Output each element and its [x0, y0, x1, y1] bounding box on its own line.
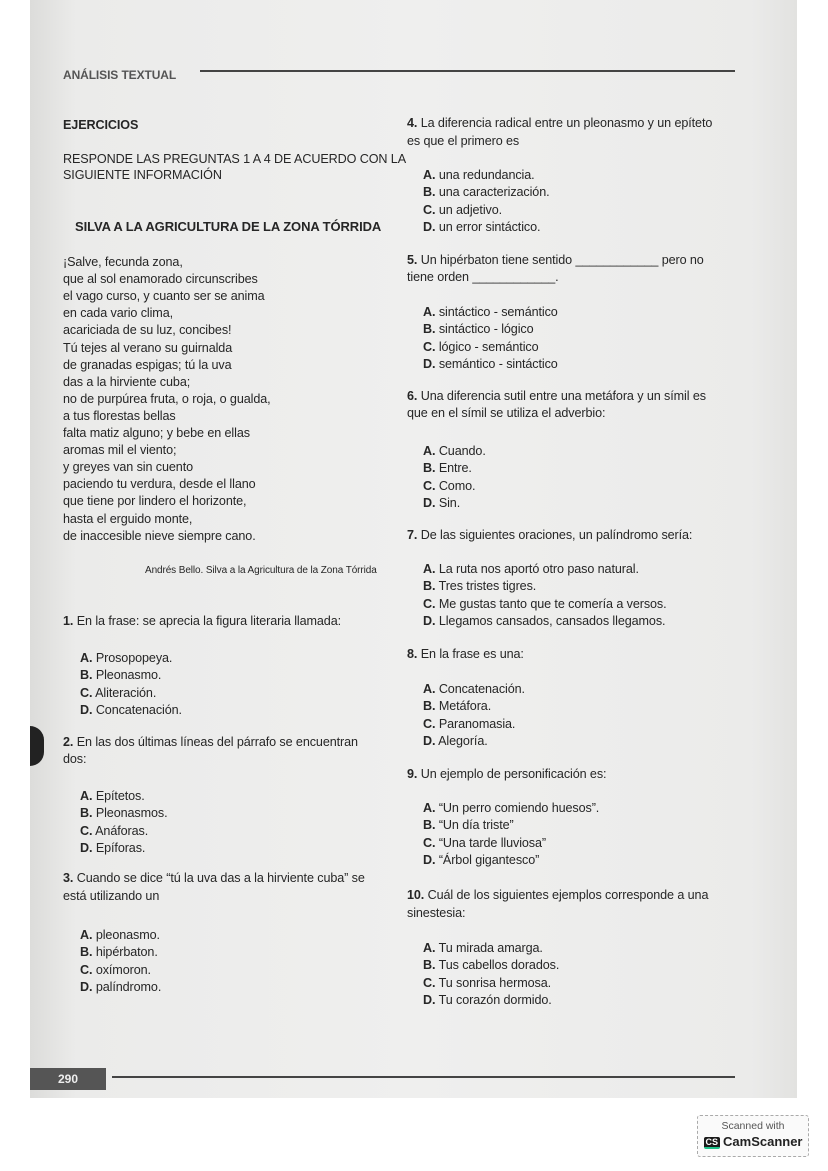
poem-line: Tú tejes al verano su guirnalda	[63, 340, 233, 355]
answer-option	[423, 992, 552, 1008]
question-text: sinestesia:	[407, 906, 466, 920]
option-letter: D.	[423, 613, 436, 628]
page-number: 290	[30, 1068, 106, 1090]
option-text: Llegamos cansados, cansados llegamos.	[438, 613, 666, 628]
option-text: Aliteración.	[95, 685, 157, 700]
option-text: Pleonasmos.	[95, 806, 168, 821]
option-letter: B.	[80, 806, 93, 821]
option-text: un error sintáctico.	[438, 219, 541, 234]
option-text: oxímoron.	[95, 962, 151, 977]
question-2-stem	[63, 751, 86, 767]
option-letter: B.	[423, 461, 436, 476]
question-2-stem	[63, 734, 358, 750]
poem-line: das a la hirviente cuba;	[63, 374, 191, 389]
option-text: hipérbaton.	[95, 945, 158, 960]
option-letter: D.	[423, 495, 436, 510]
option-text: La ruta nos aportó otro paso natural.	[438, 562, 639, 576]
question-6-stem	[407, 388, 706, 404]
answer-option	[423, 800, 599, 816]
poem-title: SILVA A LA AGRICULTURA DE LA ZONA TÓRRIDA	[75, 219, 382, 234]
option-letter: D.	[80, 840, 93, 855]
question-number: 9.	[407, 767, 418, 781]
answer-option	[80, 667, 161, 683]
answer-option	[80, 805, 168, 821]
answer-option	[80, 962, 151, 978]
question-text: Una diferencia sutil entre una metáfora y un símil es	[420, 389, 706, 403]
option-text: Prosopopeya.	[95, 651, 173, 665]
question-text: Un ejemplo de personificación es:	[420, 767, 607, 781]
question-8-stem	[407, 646, 524, 662]
header-title: ANÁLISIS TEXTUAL	[63, 68, 177, 82]
option-letter: C.	[423, 478, 436, 493]
answer-option	[80, 944, 158, 960]
option-text: Me gustas tanto que te comería a versos.	[438, 596, 667, 611]
option-text: semántico - sintáctico	[438, 356, 558, 371]
option-text: Paranomasia.	[438, 716, 516, 731]
answer-option	[423, 339, 539, 355]
poem-line: paciendo tu verdura, desde el llano	[63, 477, 256, 492]
option-text: Entre.	[438, 461, 472, 476]
watermark-text: Scanned with	[721, 1120, 785, 1132]
option-letter: B.	[423, 322, 436, 337]
section-heading: EJERCICIOS	[63, 118, 139, 132]
option-letter: C.	[80, 823, 93, 838]
question-text: dos:	[63, 752, 87, 766]
instruction-line: SIGUIENTE INFORMACIÓN	[63, 168, 222, 182]
option-text: sintáctico - lógico	[438, 322, 534, 337]
poem-line: hasta el erguido monte,	[63, 511, 193, 526]
answer-option	[80, 840, 145, 856]
poem-line: de inaccesible nieve siempre cano.	[63, 528, 256, 543]
option-text: “Una tarde lluviosa”	[438, 835, 547, 850]
answer-option	[423, 219, 540, 235]
answer-option	[423, 478, 475, 494]
option-letter: B.	[423, 958, 436, 973]
poem-line: a tus florestas bellas	[63, 408, 176, 423]
option-letter: B.	[80, 945, 93, 960]
question-number: 2.	[63, 735, 74, 749]
option-letter: A.	[80, 651, 93, 665]
answer-option	[423, 940, 543, 956]
poem-line: en cada vario clima,	[63, 306, 173, 321]
question-text: En la frase es una:	[420, 647, 524, 661]
option-text: “Árbol gigantesco”	[438, 852, 540, 867]
option-letter: C.	[423, 202, 436, 217]
option-letter: A.	[80, 789, 93, 803]
answer-option	[423, 184, 550, 200]
watermark-brand: CamScanner	[723, 1134, 803, 1149]
answer-option	[423, 852, 539, 868]
question-4-stem	[407, 115, 712, 131]
option-text: Tu corazón dormido.	[438, 992, 552, 1007]
option-text: Pleonasmo.	[95, 668, 162, 683]
option-letter: D.	[423, 356, 436, 371]
option-letter: A.	[423, 941, 436, 955]
option-letter: B.	[423, 699, 436, 714]
option-letter: D.	[423, 219, 436, 234]
question-number: 8.	[407, 647, 418, 661]
answer-option	[423, 835, 546, 851]
option-letter: C.	[423, 339, 436, 354]
question-10-stem	[407, 905, 465, 921]
option-letter: A.	[423, 168, 436, 182]
answer-option	[423, 716, 515, 732]
option-letter: D.	[80, 702, 93, 717]
question-text: Cuando se dice “tú la uva das a la hirviente cuba” se	[76, 871, 365, 885]
option-letter: C.	[80, 685, 93, 700]
option-letter: A.	[80, 928, 93, 942]
option-letter: C.	[423, 716, 436, 731]
answer-option	[423, 975, 551, 991]
answer-option	[423, 561, 639, 577]
option-letter: B.	[423, 185, 436, 200]
answer-option	[80, 702, 182, 718]
question-text: En la frase: se aprecia la figura literaria llamada:	[76, 614, 342, 628]
answer-option	[423, 578, 536, 594]
answer-option	[80, 979, 161, 995]
answer-option	[423, 957, 559, 973]
poem-line: ¡Salve, fecunda zona,	[63, 255, 183, 269]
option-text: una redundancia.	[438, 168, 535, 182]
answer-option	[423, 460, 472, 476]
question-number: 3.	[63, 871, 74, 885]
option-text: Metáfora.	[438, 699, 492, 714]
answer-option	[80, 788, 145, 804]
question-number: 7.	[407, 528, 418, 542]
option-text: Sin.	[438, 495, 461, 510]
header-rule	[200, 70, 735, 72]
option-letter: D.	[423, 852, 436, 867]
answer-option	[423, 596, 667, 612]
answer-option	[423, 304, 558, 320]
answer-option	[80, 927, 160, 943]
question-number: 4.	[407, 116, 418, 130]
option-text: Cuando.	[438, 444, 486, 458]
question-6-stem	[407, 405, 605, 421]
question-5-stem	[407, 252, 704, 268]
option-text: Tres tristes tigres.	[438, 579, 537, 594]
instruction-line: RESPONDE LAS PREGUNTAS 1 A 4 DE ACUERDO CON LA	[63, 152, 406, 166]
answer-option	[423, 698, 491, 714]
answer-option	[80, 650, 172, 666]
option-text: Concatenación.	[438, 682, 525, 696]
option-letter: B.	[423, 818, 436, 833]
question-text: Cuál de los siguientes ejemplos corresponde a una	[427, 888, 709, 902]
option-letter: B.	[80, 668, 93, 683]
answer-option	[423, 681, 525, 697]
option-text: Tus cabellos dorados.	[438, 958, 560, 973]
question-3-stem	[63, 870, 365, 886]
answer-option	[423, 613, 665, 629]
option-text: Tu sonrisa hermosa.	[438, 975, 551, 990]
poem-line: que tiene por lindero el horizonte,	[63, 494, 247, 509]
question-1-stem	[63, 613, 341, 629]
question-text: De las siguientes oraciones, un palíndromo sería:	[420, 528, 693, 542]
option-letter: A.	[423, 562, 436, 576]
option-text: Tu mirada amarga.	[438, 941, 543, 955]
question-number: 1.	[63, 614, 74, 628]
question-4-stem	[407, 133, 519, 149]
option-letter: A.	[423, 682, 436, 696]
question-text: que en el símil se utiliza el adverbio:	[407, 406, 606, 420]
answer-option	[423, 167, 535, 183]
option-letter: A.	[423, 801, 436, 815]
option-text: palíndromo.	[95, 979, 162, 994]
option-text: Concatenación.	[95, 702, 182, 717]
poem-line: aromas mil el viento;	[63, 443, 177, 458]
question-number: 10.	[407, 888, 425, 902]
option-text: Epítetos.	[95, 789, 145, 803]
question-7-stem	[407, 527, 692, 543]
option-text: Alegoría.	[438, 733, 488, 748]
answer-option	[423, 817, 514, 833]
option-letter: D.	[80, 979, 93, 994]
question-text: Un hipérbaton tiene sentido ____________ pero no	[420, 253, 704, 267]
option-text: pleonasmo.	[95, 928, 160, 942]
poem-citation: Andrés Bello. Silva a la Agricultura de la Zona Tórrida	[145, 565, 377, 576]
answer-option	[80, 823, 148, 839]
camscanner-logo-icon: CS	[705, 1137, 719, 1147]
option-letter: A.	[423, 305, 436, 319]
question-5-stem	[407, 269, 559, 285]
option-text: Epíforas.	[95, 840, 146, 855]
question-text: es que el primero es	[407, 134, 520, 148]
answer-option	[423, 443, 486, 459]
poem-line: el vago curso, y cuanto ser se anima	[63, 289, 265, 304]
answer-option	[423, 495, 460, 511]
answer-option	[423, 321, 534, 337]
option-text: un adjetivo.	[438, 202, 503, 217]
option-letter: B.	[423, 579, 436, 594]
question-text: tiene orden ____________.	[407, 270, 559, 284]
question-text: está utilizando un	[63, 889, 160, 903]
answer-option	[423, 733, 488, 749]
option-text: lógico - semántico	[438, 339, 539, 354]
question-10-stem	[407, 887, 708, 903]
footer-rule	[112, 1076, 735, 1078]
poem-line: de granadas espigas; tú la uva	[63, 357, 232, 372]
option-text: “Un perro comiendo huesos”.	[438, 801, 600, 815]
question-text: La diferencia radical entre un pleonasmo y un epíteto	[420, 116, 713, 130]
answer-option	[80, 685, 156, 701]
question-text: En las dos últimas líneas del párrafo se encuentran	[76, 735, 358, 749]
question-3-stem	[63, 888, 159, 904]
poem-line: falta matiz alguno; y bebe en ellas	[63, 426, 250, 440]
option-letter: C.	[80, 962, 93, 977]
poem-line: acariciada de su luz, concibes!	[63, 323, 232, 338]
poem-line: que al sol enamorado circunscribes	[63, 272, 258, 287]
option-text: Como.	[438, 478, 476, 493]
question-number: 6.	[407, 389, 418, 403]
option-text: Anáforas.	[95, 823, 149, 838]
option-letter: C.	[423, 975, 436, 990]
option-letter: D.	[423, 992, 436, 1007]
option-letter: A.	[423, 444, 436, 458]
answer-option	[423, 356, 558, 372]
poem-line: y greyes van sin cuento	[63, 460, 194, 475]
answer-option	[423, 202, 502, 218]
option-letter: C.	[423, 835, 436, 850]
camscanner-watermark	[697, 1115, 809, 1157]
poem-line: no de purpúrea fruta, o roja, o gualda,	[63, 391, 271, 406]
option-text: sintáctico - semántico	[438, 305, 558, 319]
option-text: “Un día triste”	[438, 818, 514, 833]
option-letter: C.	[423, 596, 436, 611]
option-letter: D.	[423, 733, 436, 748]
question-number: 5.	[407, 253, 418, 267]
question-9-stem	[407, 766, 606, 782]
option-text: una caracterización.	[438, 185, 550, 200]
